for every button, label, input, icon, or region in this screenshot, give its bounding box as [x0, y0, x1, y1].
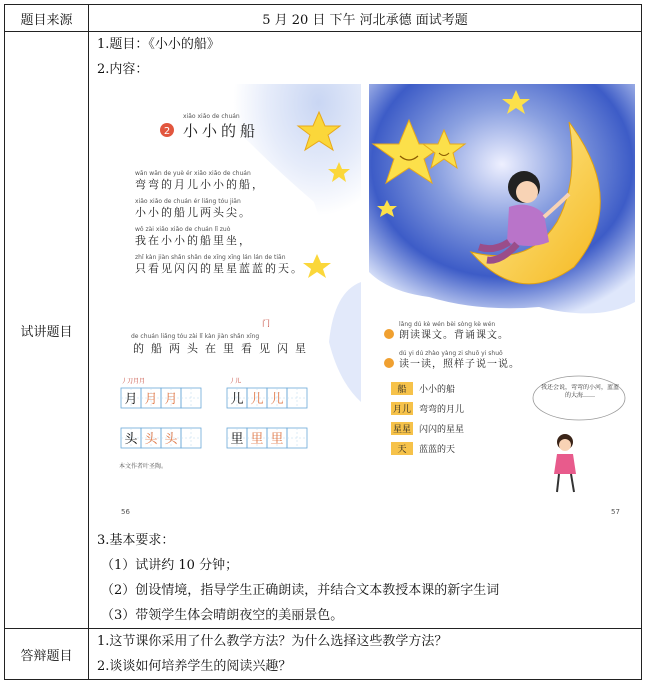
example-phrase: 小小的船 — [419, 385, 456, 395]
requirement-item: （3）带领学生体会晴朗夜空的美丽景色。 — [101, 608, 344, 623]
defense-content — [89, 629, 642, 680]
example-key: 船 — [397, 385, 407, 395]
exercise-badge — [384, 358, 394, 368]
vocab-char: 闪 — [277, 342, 288, 355]
example-phrase: 蓝蓝的天 — [419, 445, 456, 455]
exam-table — [4, 4, 642, 680]
trial-content-label: 2.内容： — [97, 62, 149, 77]
defense-row — [5, 629, 642, 680]
tracing-char: 儿 — [270, 392, 284, 407]
defense-question: 2.谈谈如何培养学生的阅读兴趣？ — [97, 659, 292, 674]
source-label: 题目来源 — [5, 5, 89, 32]
tracing-char: 月 — [164, 392, 178, 407]
speech-bubble-text-wrap — [539, 384, 621, 414]
title-pinyin: xiǎo xiǎo de chuán — [183, 113, 240, 120]
stroke-order-right: 丿儿 — [229, 378, 242, 385]
poem-line: 弯弯的月儿小小的船， — [135, 178, 265, 191]
exercise1-text: 朗读课文。背诵课文。 — [399, 330, 509, 341]
tracing-char: 头 — [164, 432, 178, 447]
example-phrase: 弯弯的月儿 — [419, 405, 465, 415]
tracing-char: 里 — [250, 432, 264, 447]
textbook-image — [99, 82, 635, 528]
vocab-char: 船 — [151, 342, 162, 355]
example-key: 星星 — [392, 425, 412, 435]
example-key: 天 — [397, 445, 407, 455]
trial-label: 试讲题目 — [5, 32, 89, 629]
textbook-pages-svg — [99, 82, 635, 528]
page-number-right: 57 — [611, 508, 620, 516]
defense-label: 答辩题目 — [5, 629, 89, 680]
model-char: 里 — [230, 432, 244, 447]
girl-face — [516, 181, 538, 203]
defense-question: 1.这节课你采用了什么教学方法？为什么选择这些教学方法？ — [97, 634, 448, 649]
model-char: 月 — [124, 392, 138, 407]
vocab-char: 看 — [241, 342, 252, 355]
exercise1-pinyin: lǎng dú kè wén bèi sòng kè wén — [399, 321, 496, 328]
exercise2-pinyin: dú yi dú zhào yàng zi shuō yi shuō — [399, 350, 503, 357]
exercise2-text: 读一读，照样子说一说。 — [399, 359, 520, 370]
tracing-char: 儿 — [250, 392, 264, 407]
poem-pinyin: wān wān de yuè ér xiǎo xiǎo de chuán — [135, 170, 251, 177]
example-key: 月儿 — [392, 405, 412, 415]
page-number-left: 56 — [121, 508, 130, 516]
lesson-number: 2 — [163, 126, 171, 137]
tracing-char: 头 — [144, 432, 158, 447]
author-note: 本文作者叶圣陶。 — [119, 463, 168, 470]
poem-line: 我在小小的船里坐， — [135, 234, 252, 247]
example-phrase: 闪闪的星星 — [419, 425, 465, 435]
trial-topic: 1.题目：《小小的船》 — [97, 37, 220, 52]
vocab-char: 两 — [169, 342, 180, 355]
trial-row — [5, 32, 642, 629]
vocab-char: 的 — [133, 342, 144, 355]
source-row — [5, 5, 642, 32]
requirements-label: 3.基本要求： — [97, 533, 175, 548]
requirement-item: （1）试讲约 10 分钟； — [101, 558, 239, 573]
lesson-title: 小小的船 — [183, 122, 260, 140]
model-char: 头 — [124, 432, 138, 447]
vocab-char: 见 — [259, 342, 270, 355]
poem-line: 小小的船儿两头尖。 — [135, 206, 252, 219]
model-char: 儿 — [230, 392, 244, 407]
speech-bubble-text: 我还会说，弯弯的小河，蓝蓝的大海…… — [540, 384, 619, 399]
vocab-char: 星 — [295, 342, 306, 355]
poem-line: 只看见闪闪的星星蓝蓝的天。 — [135, 262, 304, 275]
requirement-item: （2）创设情境，指导学生正确朗读，并结合文本教授本课的新字生词 — [101, 583, 500, 598]
vocab-char: 头 — [187, 342, 198, 355]
poem-pinyin: xiǎo xiǎo de chuán ér liǎng tóu jiān — [135, 198, 241, 205]
tracing-char: 里 — [270, 432, 284, 447]
exercise-badge — [384, 329, 394, 339]
vocab-char: 里 — [223, 342, 234, 355]
child-face — [559, 439, 571, 451]
stroke-order-left: 丿刀月月 — [121, 378, 146, 385]
child-dress — [554, 454, 576, 474]
vocab-pinyin: de chuán liǎng tóu zài lǐ kàn jiàn shǎn xīng — [131, 333, 260, 340]
poem-pinyin: zhǐ kàn jiàn shǎn shǎn de xīng xīng lán lán de tiān — [135, 254, 286, 261]
vocab-char: 在 — [205, 342, 216, 355]
tracing-char: 月 — [144, 392, 158, 407]
trial-content — [89, 32, 642, 629]
source-value: 5 月 20 日 下午 河北承德 面试考题 — [89, 5, 642, 32]
poem-pinyin: wǒ zài xiǎo xiǎo de chuán lǐ zuò — [135, 226, 231, 233]
vocab-mark: 门 — [262, 319, 270, 328]
